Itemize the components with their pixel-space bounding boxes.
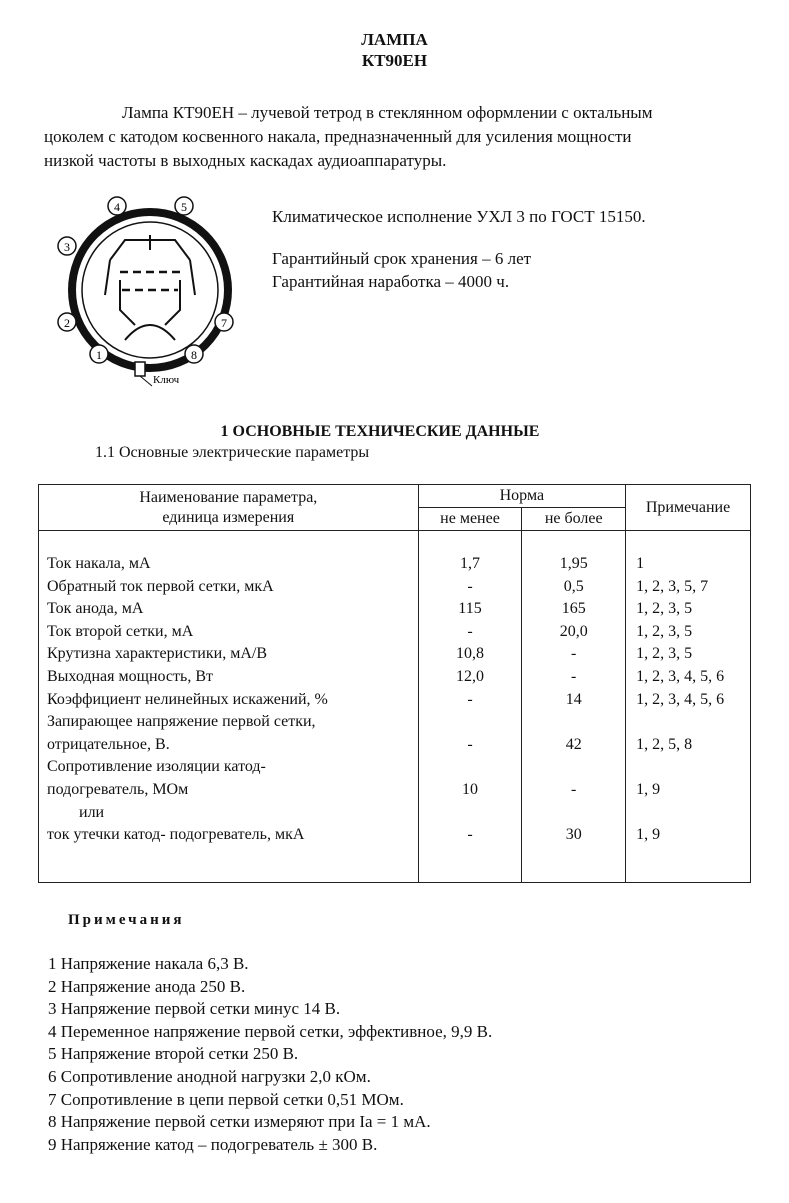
note-refs	[626, 711, 750, 734]
param-name: Ток анода, мА	[47, 600, 144, 618]
pin-4	[108, 197, 126, 215]
param-name: Обратный ток первой сетки, мкА	[47, 577, 274, 595]
min-value: 12,0	[455, 667, 484, 685]
key-leader	[140, 376, 152, 386]
note-refs: 1, 2, 5, 8	[636, 735, 693, 753]
pin-2	[58, 313, 76, 331]
max-value: 30	[565, 826, 582, 844]
svg-text:5: 5	[181, 200, 187, 214]
header-min: не менее	[418, 508, 522, 531]
max-value: 42	[565, 735, 582, 753]
max-value: 165	[561, 600, 586, 618]
header-norm: Норма	[418, 485, 625, 508]
intro-line: Лампа КТ90ЕН – лучевой тетрод в стеклянном оформлении с октальным	[122, 103, 653, 122]
param-name: Крутизна характеристики, мА/В	[47, 645, 267, 663]
note-item: 1 Напряжение накала 6,3 В.	[48, 954, 249, 973]
param-name: Запирающее напряжение первой сетки,	[47, 713, 316, 731]
pin-3	[58, 237, 76, 255]
key-arc	[125, 325, 175, 340]
min-value: -	[467, 690, 473, 708]
intro-line: цоколем с катодом косвенного накала, предназначенный для усиления мощности	[44, 127, 632, 146]
storage-info: Гарантийный срок хранения – 6 лет	[272, 249, 532, 268]
min-value: 10	[461, 780, 478, 798]
svg-text:8: 8	[191, 348, 197, 362]
svg-text:4: 4	[114, 200, 120, 214]
max-value: 20,0	[559, 622, 588, 640]
max-value	[522, 711, 625, 734]
min-value: -	[467, 577, 473, 595]
header-parameter-name: Наименование параметра, единица измерения	[39, 485, 419, 531]
climate-info: Климатическое исполнение УХЛ 3 по ГОСТ 15150.	[272, 207, 646, 226]
min-value	[419, 711, 522, 734]
section-title: 1 ОСНОВНЫЕ ТЕХНИЧЕСКИЕ ДАННЫЕ	[220, 423, 540, 440]
min-value: -	[467, 826, 473, 844]
note-refs: 1, 2, 3, 5	[636, 600, 693, 618]
document-title-line1: ЛАМПА	[361, 30, 428, 49]
intro-paragraph	[44, 101, 749, 173]
operating-info: Гарантийная наработка – 4000 ч.	[272, 272, 510, 291]
tube-pinout-diagram	[50, 190, 250, 390]
max-value	[522, 756, 625, 779]
electrode-left	[120, 280, 135, 325]
note-item: 5 Напряжение второй сетки 250 В.	[48, 1044, 299, 1064]
note-refs: 1, 9	[636, 826, 661, 844]
column-notes	[626, 531, 751, 883]
param-name: Ток накала, мА	[47, 555, 151, 572]
min-value: 1,7	[459, 555, 480, 572]
note-refs	[626, 802, 750, 825]
max-value: 14	[565, 690, 582, 708]
min-value: 115	[458, 600, 482, 618]
column-max-values	[522, 531, 626, 883]
param-name: Коэффициент нелинейных искажений, %	[47, 690, 328, 708]
key-label: Ключ	[153, 374, 180, 386]
document-title-line2: КТ90ЕН	[361, 51, 428, 70]
max-value: -	[571, 780, 577, 798]
param-name: Выходная мощность, Вт	[47, 667, 213, 685]
min-value: -	[467, 735, 473, 753]
parameters-table	[38, 484, 751, 883]
max-value	[522, 802, 625, 825]
note-refs: 1, 2, 3, 5	[636, 622, 693, 640]
note-refs	[626, 756, 750, 779]
param-name: ток утечки катод- подогреватель, мкА	[47, 826, 305, 844]
max-value: 0,5	[563, 577, 584, 595]
note-refs: 1	[636, 555, 645, 572]
section-subtitle: 1.1 Основные электрические параметры	[95, 444, 370, 461]
param-name: или	[47, 803, 105, 821]
pin3-lead	[105, 260, 110, 295]
min-value	[419, 802, 522, 825]
svg-text:7: 7	[221, 316, 227, 330]
note-item: 4 Переменное напряжение первой сетки, эффективное, 9,9 В.	[48, 1021, 493, 1041]
max-value: -	[571, 645, 577, 663]
note-item: 8 Напряжение первой сетки измеряют при Iа = 1 мА.	[48, 1112, 431, 1132]
key-notch	[135, 362, 145, 376]
intro-line: низкой частоты в выходных каскадах аудиоаппаратуры.	[44, 151, 447, 170]
min-value: 10,8	[455, 645, 484, 663]
svg-text:1: 1	[96, 348, 102, 362]
param-name: подогреватель, МОм	[47, 780, 189, 798]
note-refs: 1, 2, 3, 5	[636, 645, 693, 663]
pin-1	[90, 345, 108, 363]
pin-8	[185, 345, 203, 363]
note-refs: 1, 9	[636, 780, 661, 798]
note-item: 9 Напряжение катод – подогреватель ± 300 В.	[48, 1134, 378, 1154]
svg-text:2: 2	[64, 316, 70, 330]
max-value: -	[571, 667, 577, 685]
note-item: 7 Сопротивление в цепи первой сетки 0,51 МОм.	[48, 1089, 404, 1109]
note-item: 3 Напряжение первой сетки минус 14 В.	[48, 999, 341, 1019]
min-value	[419, 756, 522, 779]
param-name: Сопротивление изоляции катод-	[47, 758, 266, 776]
pin-5	[175, 197, 193, 215]
svg-text:3: 3	[64, 240, 70, 254]
param-name: Ток второй сетки, мА	[47, 622, 194, 640]
note-item: 6 Сопротивление анодной нагрузки 2,0 кОм.	[48, 1066, 371, 1086]
min-value: -	[467, 622, 473, 640]
note-refs: 1, 2, 3, 4, 5, 6	[636, 690, 725, 708]
max-value: 1,95	[559, 555, 588, 572]
pin5-lead	[190, 260, 195, 295]
pin-7	[215, 313, 233, 331]
column-parameter-names	[39, 531, 419, 883]
note-refs: 1, 2, 3, 4, 5, 6	[636, 667, 725, 685]
notes-title: Примечания	[68, 912, 185, 928]
note-item: 2 Напряжение анода 250 В.	[48, 976, 246, 996]
param-name: отрицательное, В.	[47, 735, 170, 753]
electrode-right	[165, 280, 180, 325]
header-max: не более	[522, 508, 626, 531]
header-note: Примечание	[626, 485, 751, 531]
note-refs: 1, 2, 3, 5, 7	[636, 577, 709, 595]
notes-list	[48, 953, 492, 1156]
column-min-values	[418, 531, 522, 883]
